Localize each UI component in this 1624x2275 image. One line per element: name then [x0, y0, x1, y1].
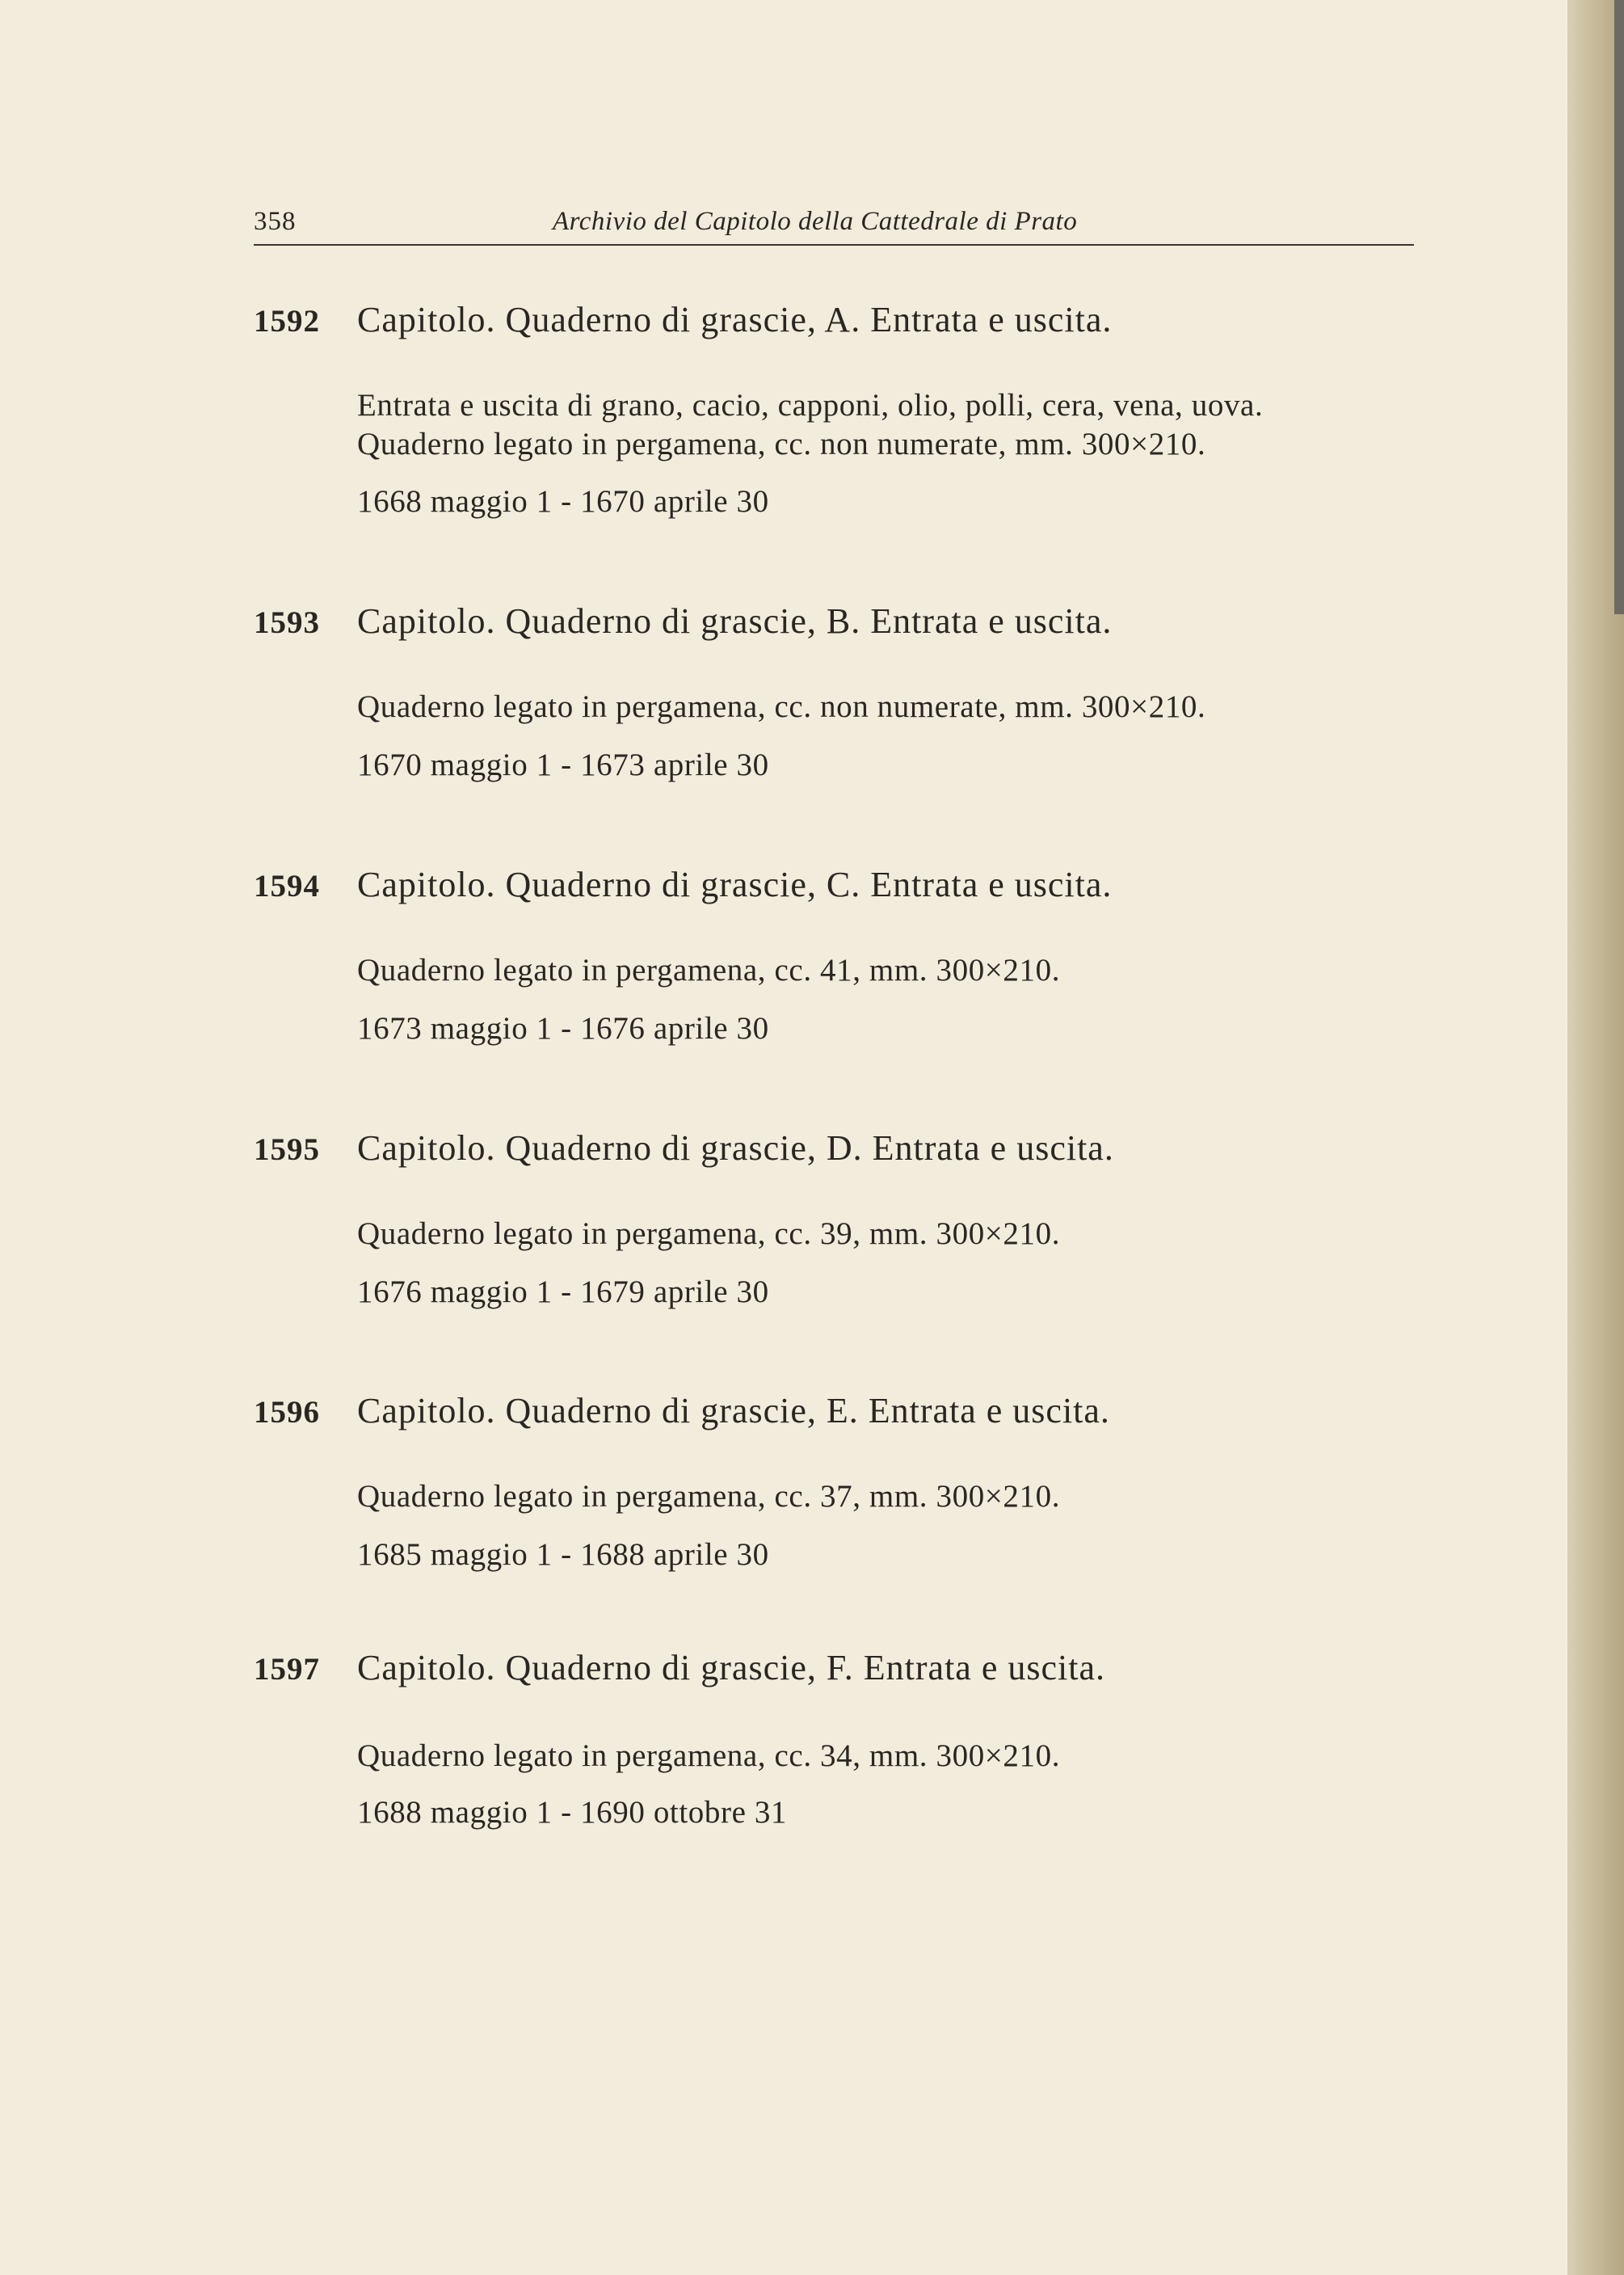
entry-number: 1592	[254, 304, 320, 339]
entry-date-range: 1670 maggio 1 - 1673 aprile 30	[357, 748, 769, 782]
entry-number: 1593	[254, 605, 320, 640]
entry-title: Capitolo. Quaderno di grascie, F. Entrata e uscita.	[357, 1648, 1105, 1687]
entry-physical-description: Quaderno legato in pergamena, cc. 39, mm. 300×210.	[357, 1216, 1061, 1251]
entry-date-range: 1676 maggio 1 - 1679 aprile 30	[357, 1274, 769, 1309]
entry-number: 1594	[254, 869, 320, 904]
entry-date-range: 1685 maggio 1 - 1688 aprile 30	[357, 1537, 769, 1572]
running-title: Archivio del Capitolo della Cattedrale di Prato	[553, 207, 1078, 236]
entry-physical-description: Quaderno legato in pergamena, cc. non numerate, mm. 300×210.	[357, 689, 1206, 724]
entry-physical-description: Quaderno legato in pergamena, cc. 37, mm. 300×210.	[357, 1479, 1061, 1514]
entry-physical-description: Quaderno legato in pergamena, cc. non numerate, mm. 300×210.	[357, 427, 1206, 461]
running-header	[254, 204, 1414, 246]
entry-date-range: 1673 maggio 1 - 1676 aprile 30	[357, 1011, 769, 1046]
page-number: 358	[254, 207, 297, 236]
entry-description: Entrata e uscita di grano, cacio, capponi, olio, polli, cera, vena, uova.	[357, 388, 1264, 423]
entry-physical-description: Quaderno legato in pergamena, cc. 41, mm. 300×210.	[357, 953, 1061, 988]
entry-title: Capitolo. Quaderno di grascie, E. Entrata e uscita.	[357, 1391, 1110, 1430]
entry-number: 1596	[254, 1395, 320, 1430]
entry-title: Capitolo. Quaderno di grascie, B. Entrata e uscita.	[357, 601, 1113, 641]
entry-title: Capitolo. Quaderno di grascie, D. Entrata e uscita.	[357, 1128, 1114, 1168]
entry-physical-description: Quaderno legato in pergamena, cc. 34, mm. 300×210.	[357, 1738, 1061, 1773]
book-edge	[1614, 0, 1624, 614]
entry-number: 1595	[254, 1132, 320, 1167]
entry-title: Capitolo. Quaderno di grascie, C. Entrata e uscita.	[357, 865, 1113, 904]
entry-number: 1597	[254, 1652, 320, 1687]
entry-title: Capitolo. Quaderno di grascie, A. Entrata e uscita.	[357, 300, 1113, 339]
entry-date-range: 1668 maggio 1 - 1670 aprile 30	[357, 484, 769, 519]
entry-date-range: 1688 maggio 1 - 1690 ottobre 31	[357, 1795, 788, 1830]
